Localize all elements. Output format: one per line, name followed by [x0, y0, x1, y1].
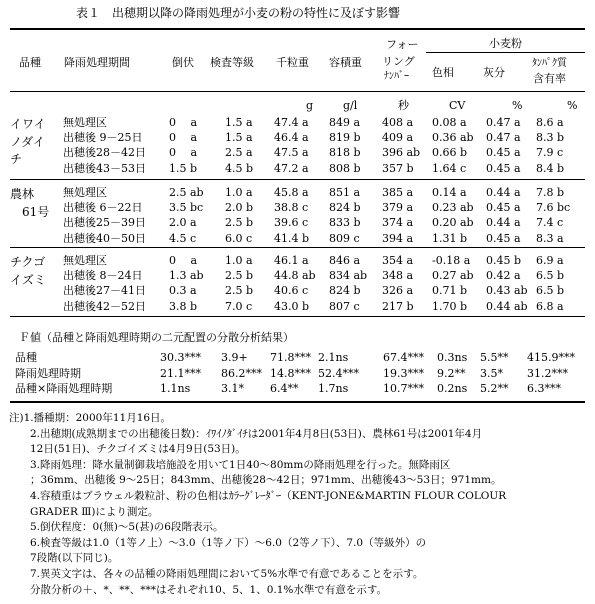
falling-number-cell: 408 a	[382, 116, 414, 129]
fvalue-row-label: 品種×降雨処理時期	[15, 382, 113, 395]
color-cell: 1.70 b	[432, 299, 468, 313]
grade-cell: 2.5 b	[225, 284, 254, 298]
grade-cell: 2.5 b	[225, 216, 254, 230]
header-variety: 品種	[19, 56, 41, 69]
variety-label: 農林	[10, 187, 35, 201]
falling-number-cell: 348 a	[382, 269, 414, 283]
flour-group-rule	[426, 52, 585, 53]
period-cell: 無処理区	[63, 186, 107, 199]
test-weight-cell: 824 b	[329, 284, 361, 298]
ash-cell: 0.44 a	[486, 186, 521, 199]
grade-cell: 1.5 a	[225, 131, 253, 145]
variety-label: チクゴ	[10, 255, 46, 269]
kernel-weight-cell: 39.6 c	[274, 216, 309, 230]
color-cell: 0.20 ab	[432, 216, 474, 230]
fvalue-heading: Ｆ値（品種と降雨処理時期の二元配置の分散分析結果）	[19, 331, 294, 344]
ash-cell: 0.47 a	[486, 131, 521, 145]
note-line: 分散分析の＋、*、**、***はそれぞれ10、5、1、0.1%水準で有意を示す。	[30, 583, 388, 596]
period-cell: 出穂後 9－25日	[63, 131, 143, 145]
protein-cell: 6.9 a	[536, 254, 564, 267]
fvalue-lodging: 1.1ns	[160, 382, 191, 395]
fvalue-row-label: 品種	[15, 351, 37, 364]
fvalue-protein: 31.2***	[527, 366, 568, 380]
unit-test-weight: g/l	[343, 99, 358, 112]
kernel-weight-cell: 45.8 a	[274, 186, 309, 199]
test-weight-cell: 851 a	[329, 186, 361, 199]
unit-ash: %	[512, 99, 523, 112]
protein-cell: 8.3 a	[536, 231, 564, 245]
ash-cell: 0.42 a	[486, 269, 521, 283]
fvalue-color: 0.3ns	[437, 351, 468, 364]
fvalue-falling-number: 19.3***	[383, 366, 424, 380]
lodging-cell: 3.5 bc	[169, 201, 204, 215]
fvalue-protein: 6.3***	[527, 382, 561, 395]
kernel-weight-cell: 41.4 b	[274, 231, 310, 245]
test-weight-cell: 834 ab	[329, 269, 368, 283]
note-line: 6.検査等級は1.0（1等ノ上）～3.0（1等ノ下）～6.0（2等ノ下）、7.0（等級外）の	[30, 536, 427, 549]
ash-cell: 0.47 a	[486, 116, 521, 129]
kernel-weight-cell: 47.2 a	[274, 161, 309, 175]
period-cell: 無処理区	[63, 116, 107, 129]
header-color: 色相	[432, 66, 454, 79]
header-protein-2: 含有率	[533, 72, 566, 85]
fvalue-falling-number: 10.7***	[383, 382, 424, 395]
ash-cell: 0.45 a	[486, 231, 521, 245]
note-line: ；36mm、出穂後 9～25日；843mm、出穂後28～42日；971mm、出穂後43～53日；971mm。	[30, 474, 502, 487]
unit-kernel-weight: g	[306, 99, 314, 112]
ash-cell: 0.44 ab	[486, 299, 528, 313]
fvalue-kernel-weight: 71.8***	[270, 351, 311, 364]
period-cell: 出穂後43－53日	[63, 161, 146, 175]
test-weight-cell: 808 b	[329, 161, 361, 175]
fvalue-ash: 3.5*	[480, 366, 503, 380]
unit-protein: %	[567, 99, 578, 112]
color-cell: 0.23 ab	[432, 201, 474, 215]
kernel-weight-cell: 47.4 a	[274, 116, 309, 129]
protein-cell: 7.4 c	[536, 216, 564, 230]
color-cell: 0.36 ab	[432, 131, 474, 145]
lodging-cell: 3.8 b	[169, 299, 198, 313]
grade-cell: 2.5 a	[225, 146, 253, 160]
test-weight-cell: 833 b	[329, 216, 361, 230]
ash-cell: 0.44 a	[486, 216, 521, 230]
note-line: 4.容積重はブラウェル穀粒計、粉の色相はｶﾗｰｸﾞﾚｰﾀﾞｰ（KENT-JONE&MARTIN FLOUR COLOUR	[30, 490, 507, 502]
falling-number-cell: 217 b	[382, 299, 414, 313]
note-line: 5.倒伏程度：0(無)～5(甚)の6段階表示。	[30, 521, 224, 534]
kernel-weight-cell: 46.1 a	[274, 254, 309, 267]
grade-cell: 6.0 c	[225, 231, 253, 245]
falling-number-cell: 409 a	[382, 131, 414, 145]
protein-cell: 8.3 b	[536, 131, 565, 145]
fvalue-grade: 3.1*	[221, 382, 244, 395]
color-cell: 1.64 c	[432, 161, 467, 175]
fvalue-grade: 3.9+	[221, 351, 248, 364]
test-weight-cell: 846 a	[329, 254, 361, 267]
ash-cell: 0.45 a	[486, 161, 521, 175]
ash-cell: 0.45 a	[486, 201, 521, 215]
color-cell: 0.66 b	[432, 146, 468, 160]
kernel-weight-cell: 40.6 c	[274, 284, 309, 298]
header-kernel-weight: 千粒重	[276, 56, 309, 69]
test-weight-cell: 818 b	[329, 146, 361, 160]
lodging-cell: 4.5 c	[169, 231, 197, 245]
header-test-weight: 容積重	[329, 56, 362, 69]
fvalue-row-label: 降雨処理時期	[15, 366, 81, 380]
period-cell: 出穂後28－42日	[63, 146, 146, 160]
fvalue-lodging: 30.3***	[160, 351, 201, 364]
header-flour-group: 小麦粉	[489, 37, 522, 50]
fvalue-ash: 5.5**	[480, 351, 509, 364]
test-weight-cell: 819 b	[329, 131, 361, 145]
variety-label: イワイ	[10, 117, 46, 131]
lodging-cell: 0 a	[169, 116, 198, 129]
header-grade: 検査等級	[210, 56, 254, 69]
note-line: 3.降雨処理：降水量制御栽培施設を用いて1日40～80mmの降雨処理を行った。無降雨区	[30, 458, 451, 471]
lodging-cell: 1.3 ab	[169, 269, 204, 283]
protein-cell: 8.6 a	[536, 116, 564, 129]
color-cell: 0.08 a	[432, 116, 467, 129]
header-falling-number-3: ﾅﾝﾊﾞｰ	[384, 71, 409, 82]
note-line: GRADER Ⅲ)により測定。	[30, 505, 159, 518]
grade-cell: 1.0 a	[225, 186, 253, 199]
falling-number-cell: 354 a	[382, 254, 414, 267]
note-line: 2.出穂期(成熟期までの出穂後日数)：ｲﾜｲﾉﾀﾞｲﾁは2001年4月8日(53日)、農林61号は2001年4月	[30, 427, 483, 440]
variety-label: 61号	[10, 204, 50, 219]
protein-cell: 7.6 bc	[536, 201, 571, 215]
fvalue-ash: 5.2**	[480, 382, 509, 395]
fvalue-protein: 415.9***	[527, 351, 575, 364]
fvalue-test-weight: 2.1ns	[318, 351, 349, 364]
variety-label: ノダイ	[10, 134, 45, 149]
period-cell: 無処理区	[63, 254, 107, 267]
header-lodging: 倒伏	[172, 56, 194, 69]
kernel-weight-cell: 43.0 b	[274, 299, 310, 313]
period-cell: 出穂後27－41日	[63, 284, 146, 298]
protein-cell: 6.5 b	[536, 269, 565, 283]
period-cell: 出穂後40－50日	[63, 231, 146, 245]
lodging-cell: 1.5 b	[169, 161, 198, 175]
note-line: 注)1.播種期：2000年11月16日。	[9, 412, 172, 424]
table-bottom-rule	[10, 316, 585, 317]
test-weight-cell: 824 b	[329, 201, 361, 215]
period-cell: 出穂後42－52日	[63, 299, 146, 313]
lodging-cell: 2.0 a	[169, 216, 197, 230]
protein-cell: 7.9 c	[536, 146, 564, 160]
fvalue-kernel-weight: 6.4**	[270, 382, 299, 395]
kernel-weight-cell: 44.8 ab	[274, 269, 316, 283]
grade-cell: 2.5 b	[225, 269, 254, 283]
fvalue-color: 0.2ns	[437, 382, 468, 395]
lodging-cell: 0 a	[169, 146, 198, 160]
header-period: 降雨処理期間	[64, 56, 130, 69]
fvalue-lodging: 21.1***	[160, 366, 201, 380]
fvalue-test-weight: 1.7ns	[318, 382, 349, 395]
grade-cell: 4.5 b	[225, 161, 254, 175]
note-line: 7.異英文字は、各々の品種の降雨処理間において5%水準で有意であることを示す。	[30, 568, 424, 580]
kernel-weight-cell: 38.8 c	[274, 201, 309, 215]
header-ash: 灰分	[483, 66, 505, 79]
fvalue-kernel-weight: 14.8***	[270, 366, 311, 380]
header-falling-number-2: リング	[382, 55, 415, 68]
fvalue-grade: 86.2***	[221, 366, 262, 380]
grade-cell: 1.0 a	[225, 254, 253, 267]
fvalue-falling-number: 67.4***	[383, 351, 424, 364]
color-cell: 0.27 ab	[432, 269, 474, 283]
lodging-cell: 0.3 a	[169, 284, 197, 298]
falling-number-cell: 326 a	[382, 284, 414, 298]
table-title: 表１ 出穂期以降の降雨処理が小麦の粉の特性に及ぼす影響	[76, 6, 401, 20]
variety-label: チ	[10, 152, 23, 166]
unit-color: CV	[449, 99, 466, 112]
note-line: 7段階(以下同じ)。	[30, 552, 119, 565]
test-weight-cell: 807 c	[329, 299, 360, 313]
group-divider	[10, 247, 585, 248]
lodging-cell: 0 a	[169, 254, 198, 267]
color-cell: 1.31 b	[432, 231, 468, 245]
falling-number-cell: 374 a	[382, 216, 414, 230]
period-cell: 出穂後25－39日	[63, 216, 146, 230]
top-rule	[10, 28, 585, 30]
color-cell: 0.14 a	[432, 186, 467, 199]
grade-cell: 1.5 a	[225, 116, 253, 129]
falling-number-cell: 396 ab	[382, 146, 421, 160]
header-protein-1: ﾀﾝﾊﾟｸ質	[532, 58, 567, 69]
protein-cell: 6.8 a	[536, 299, 564, 313]
color-cell: -0.18 a	[432, 254, 471, 267]
unit-falling-number: 秒	[398, 99, 409, 112]
note-line: 12日(51日)、チクゴイズミは4月9日(53日)。	[30, 443, 246, 456]
grade-cell: 2.0 b	[225, 201, 254, 215]
lodging-cell: 2.5 ab	[169, 186, 204, 199]
falling-number-cell: 394 a	[382, 231, 414, 245]
color-cell: 0.71 b	[432, 284, 468, 298]
fvalue-test-weight: 52.4***	[318, 366, 359, 380]
falling-number-cell: 379 a	[382, 201, 414, 215]
protein-cell: 7.8 b	[536, 186, 565, 199]
test-weight-cell: 809 c	[329, 231, 360, 245]
test-weight-cell: 849 a	[329, 116, 361, 129]
lodging-cell: 0 a	[169, 131, 198, 145]
falling-number-cell: 385 a	[382, 186, 414, 199]
protein-cell: 6.5 b	[536, 284, 565, 298]
ash-cell: 0.45 a	[486, 146, 521, 160]
period-cell: 出穂後 8－24日	[63, 269, 143, 283]
falling-number-cell: 357 b	[382, 161, 414, 175]
kernel-weight-cell: 47.5 a	[274, 146, 309, 160]
group-divider	[10, 179, 585, 180]
period-cell: 出穂後 6－22日	[63, 201, 143, 215]
header-rule	[10, 91, 585, 92]
grade-cell: 7.0 c	[225, 299, 253, 313]
fvalue-color: 9.2**	[437, 366, 466, 380]
kernel-weight-cell: 46.4 a	[274, 131, 309, 145]
bottom-rule	[10, 401, 585, 403]
protein-cell: 8.4 b	[536, 161, 565, 175]
variety-label: イズミ	[10, 272, 46, 287]
ash-cell: 0.43 ab	[486, 284, 528, 298]
ash-cell: 0.45 b	[486, 254, 522, 267]
header-falling-number-1: フォー	[386, 38, 419, 51]
